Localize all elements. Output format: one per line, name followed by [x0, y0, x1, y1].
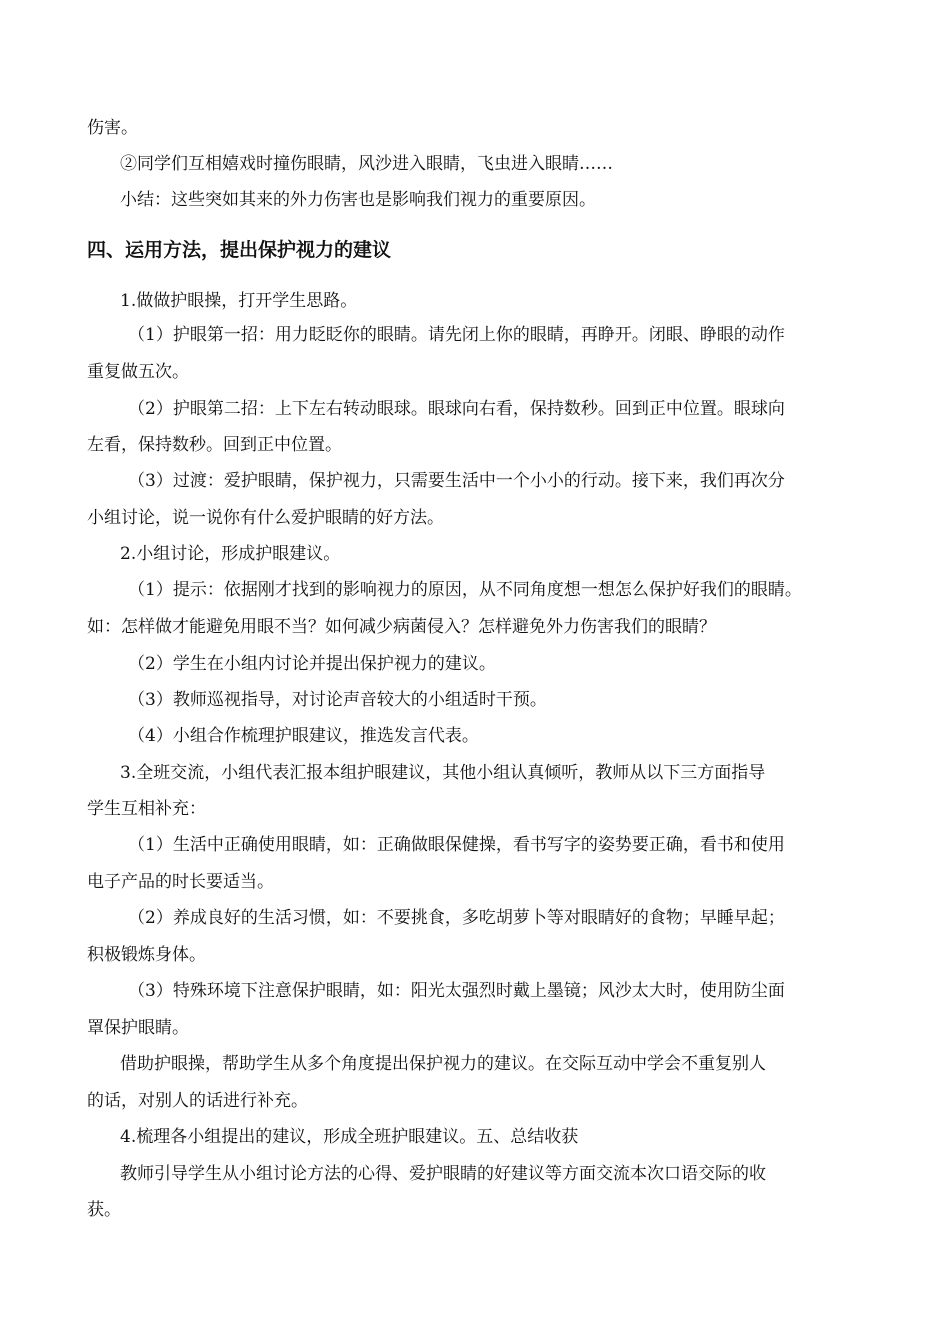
text-line: （3）教师巡视指导，对讨论声音较大的小组适时干预。 [128, 690, 547, 710]
text-line: （2）护眼第二招：上下左右转动眼球。眼球向右看，保持数秒。回到正中位置。眼球向 [128, 399, 785, 419]
text-line: 积极锻炼身体。 [87, 945, 206, 965]
text-line: ②同学们互相嬉戏时撞伤眼睛，风沙进入眼睛，飞虫进入眼睛…… [120, 154, 613, 174]
text-line: （2）养成良好的生活习惯，如：不要挑食，多吃胡萝卜等对眼睛好的食物；早睡早起； [128, 908, 785, 928]
text-line: 3.全班交流，小组代表汇报本组护眼建议，其他小组认真倾听，教师从以下三方面指导 [120, 763, 766, 783]
text-line: （4）小组合作梳理护眼建议，推选发言代表。 [128, 726, 479, 746]
text-line: 小组讨论，说一说你有什么爱护眼睛的好方法。 [87, 508, 444, 528]
text-line: 的话，对别人的话进行补充。 [87, 1091, 308, 1111]
text-line: 左看，保持数秒。回到正中位置。 [87, 435, 342, 455]
text-line: （2）学生在小组内讨论并提出保护视力的建议。 [128, 654, 496, 674]
text-line: 2.小组讨论，形成护眼建议。 [120, 544, 341, 564]
text-line: （1）生活中正确使用眼睛，如：正确做眼保健操，看书写字的姿势要正确，看书和使用 [128, 835, 785, 855]
text-line: （1）提示：依据刚才找到的影响视力的原因，从不同角度想一想怎么保护好我们的眼睛。 [128, 580, 802, 600]
text-line: （3）过渡：爱护眼睛，保护视力，只需要生活中一个小小的行动。接下来，我们再次分 [128, 471, 785, 491]
text-line: 学生互相补充： [87, 799, 206, 819]
text-line: 获。 [87, 1200, 121, 1220]
text-line: 重复做五次。 [87, 362, 189, 382]
section-heading: 四、运用方法，提出保护视力的建议 [87, 239, 392, 261]
text-line: 如：怎样做才能避免用眼不当？如何减少病菌侵入？怎样避免外力伤害我们的眼睛？ [87, 617, 716, 637]
text-line: 借助护眼操，帮助学生从多个角度提出保护视力的建议。在交际互动中学会不重复别人 [120, 1054, 766, 1074]
text-line: 小结：这些突如其来的外力伤害也是影响我们视力的重要原因。 [120, 190, 596, 210]
text-line: 1.做做护眼操，打开学生思路。 [120, 291, 358, 311]
text-line: 教师引导学生从小组讨论方法的心得、爱护眼睛的好建议等方面交流本次口语交际的收 [120, 1164, 766, 1184]
text-line: 4.梳理各小组提出的建议，形成全班护眼建议。五、总结收获 [120, 1127, 579, 1147]
text-line: 电子产品的时长要适当。 [87, 872, 274, 892]
text-line: 伤害。 [87, 118, 138, 138]
text-line: 罩保护眼睛。 [87, 1018, 189, 1038]
text-line: （1）护眼第一招：用力眨眨你的眼睛。请先闭上你的眼睛，再睁开。闭眼、睁眼的动作 [128, 325, 785, 345]
text-line: （3）特殊环境下注意保护眼睛，如：阳光太强烈时戴上墨镜；风沙太大时，使用防尘面 [128, 981, 785, 1001]
